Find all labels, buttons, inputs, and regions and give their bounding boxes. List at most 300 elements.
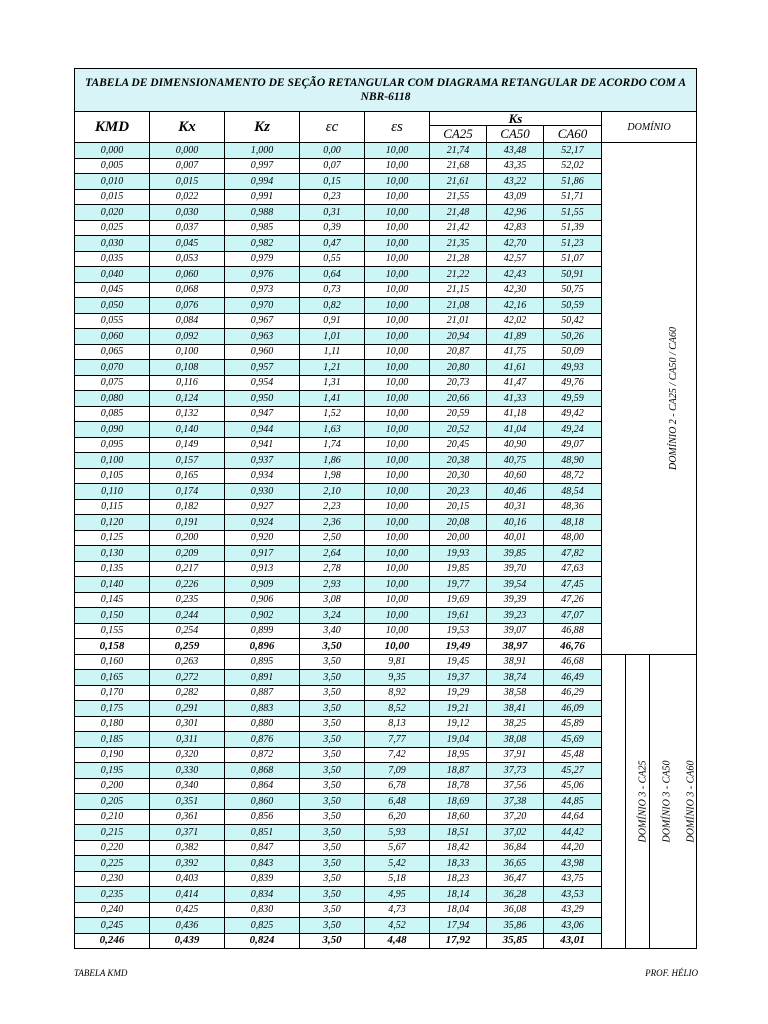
- cell-ca50: 38,58: [487, 685, 544, 701]
- cell-es: 10,00: [365, 143, 430, 159]
- cell-ec: 3,50: [300, 918, 365, 934]
- cell-es: 10,00: [365, 561, 430, 577]
- cell-kz: 0,985: [225, 220, 300, 236]
- cell-ec: 1,11: [300, 344, 365, 360]
- cell-ca60: 47,63: [544, 561, 602, 577]
- cell-ca60: 49,93: [544, 360, 602, 376]
- cell-kz: 0,976: [225, 267, 300, 283]
- cell-kx: 0,165: [150, 468, 225, 484]
- cell-kz: 0,960: [225, 344, 300, 360]
- cell-ca25: 19,45: [430, 654, 487, 670]
- cell-ec: 3,50: [300, 778, 365, 794]
- cell-ec: 0,00: [300, 143, 365, 159]
- cell-es: 10,00: [365, 499, 430, 515]
- cell-ec: 1,86: [300, 453, 365, 469]
- cell-kmd: 0,045: [75, 282, 150, 298]
- cell-kmd: 0,246: [75, 933, 150, 949]
- cell-ec: 0,55: [300, 251, 365, 267]
- cell-kz: 0,982: [225, 236, 300, 252]
- cell-ec: 1,98: [300, 468, 365, 484]
- cell-ca25: 21,22: [430, 267, 487, 283]
- cell-kz: 0,843: [225, 856, 300, 872]
- cell-kx: 0,182: [150, 499, 225, 515]
- cell-ca50: 37,73: [487, 763, 544, 779]
- cell-ca60: 43,01: [544, 933, 602, 949]
- cell-kmd: 0,180: [75, 716, 150, 732]
- cell-es: 7,09: [365, 763, 430, 779]
- cell-kx: 0,244: [150, 608, 225, 624]
- cell-kx: 0,209: [150, 546, 225, 562]
- cell-ca25: 20,00: [430, 530, 487, 546]
- cell-kz: 0,872: [225, 747, 300, 763]
- cell-ca25: 18,95: [430, 747, 487, 763]
- cell-ca60: 49,76: [544, 375, 602, 391]
- cell-ca25: 19,93: [430, 546, 487, 562]
- cell-kmd: 0,190: [75, 747, 150, 763]
- cell-es: 10,00: [365, 422, 430, 438]
- cell-ca50: 37,02: [487, 825, 544, 841]
- cell-ca50: 41,89: [487, 329, 544, 345]
- cell-kx: 0,000: [150, 143, 225, 159]
- cell-ca50: 36,84: [487, 840, 544, 856]
- cell-es: 4,52: [365, 918, 430, 934]
- cell-ca25: 20,59: [430, 406, 487, 422]
- cell-kz: 0,847: [225, 840, 300, 856]
- cell-es: 10,00: [365, 205, 430, 221]
- cell-ec: 2,23: [300, 499, 365, 515]
- cell-kmd: 0,080: [75, 391, 150, 407]
- cell-kx: 0,068: [150, 282, 225, 298]
- cell-ca60: 43,98: [544, 856, 602, 872]
- cell-ca50: 43,22: [487, 174, 544, 190]
- cell-es: 10,00: [365, 453, 430, 469]
- cell-ca25: 19,61: [430, 608, 487, 624]
- cell-kx: 0,060: [150, 267, 225, 283]
- cell-kmd: 0,030: [75, 236, 150, 252]
- cell-kz: 0,851: [225, 825, 300, 841]
- cell-ca50: 42,96: [487, 205, 544, 221]
- cell-kz: 0,954: [225, 375, 300, 391]
- cell-ca60: 46,09: [544, 701, 602, 717]
- cell-ca60: 43,06: [544, 918, 602, 934]
- cell-kx: 0,084: [150, 313, 225, 329]
- cell-kmd: 0,070: [75, 360, 150, 376]
- cell-es: 10,00: [365, 236, 430, 252]
- cell-ca50: 38,08: [487, 732, 544, 748]
- cell-kmd: 0,165: [75, 670, 150, 686]
- cell-ca25: 19,29: [430, 685, 487, 701]
- cell-kx: 0,392: [150, 856, 225, 872]
- cell-ca25: 19,04: [430, 732, 487, 748]
- cell-ec: 3,24: [300, 608, 365, 624]
- cell-kmd: 0,120: [75, 515, 150, 531]
- cell-kmd: 0,245: [75, 918, 150, 934]
- cell-kx: 0,291: [150, 701, 225, 717]
- cell-ca25: 20,87: [430, 344, 487, 360]
- cell-ca50: 41,33: [487, 391, 544, 407]
- header-ca60: CA60: [544, 126, 602, 143]
- cell-ca60: 50,91: [544, 267, 602, 283]
- cell-kmd: 0,100: [75, 453, 150, 469]
- cell-kmd: 0,000: [75, 143, 150, 159]
- cell-ca25: 19,37: [430, 670, 487, 686]
- cell-ca60: 48,36: [544, 499, 602, 515]
- cell-ca60: 47,45: [544, 577, 602, 593]
- cell-es: 4,73: [365, 902, 430, 918]
- cell-kx: 0,301: [150, 716, 225, 732]
- cell-ec: 3,50: [300, 747, 365, 763]
- cell-kx: 0,200: [150, 530, 225, 546]
- cell-ca50: 38,41: [487, 701, 544, 717]
- cell-ec: 3,50: [300, 871, 365, 887]
- cell-ca50: 43,35: [487, 158, 544, 174]
- cell-ca25: 18,14: [430, 887, 487, 903]
- cell-ca60: 45,69: [544, 732, 602, 748]
- cell-kx: 0,015: [150, 174, 225, 190]
- cell-es: 8,13: [365, 716, 430, 732]
- cell-es: 10,00: [365, 375, 430, 391]
- cell-es: 7,77: [365, 732, 430, 748]
- cell-kmd: 0,160: [75, 654, 150, 670]
- domain-2-label: [602, 143, 697, 655]
- cell-kmd: 0,170: [75, 685, 150, 701]
- cell-ec: 0,31: [300, 205, 365, 221]
- cell-kx: 0,436: [150, 918, 225, 934]
- cell-ca50: 40,90: [487, 437, 544, 453]
- cell-ec: 0,82: [300, 298, 365, 314]
- cell-ca60: 50,42: [544, 313, 602, 329]
- cell-ca50: 40,01: [487, 530, 544, 546]
- cell-kmd: 0,005: [75, 158, 150, 174]
- cell-es: 10,00: [365, 189, 430, 205]
- cell-ca50: 40,46: [487, 484, 544, 500]
- cell-kz: 0,860: [225, 794, 300, 810]
- cell-ec: 0,47: [300, 236, 365, 252]
- cell-es: 9,35: [365, 670, 430, 686]
- cell-ec: 3,50: [300, 933, 365, 949]
- cell-ca50: 42,02: [487, 313, 544, 329]
- cell-kx: 0,030: [150, 205, 225, 221]
- cell-ca25: 21,68: [430, 158, 487, 174]
- cell-ca25: 21,08: [430, 298, 487, 314]
- cell-es: 10,00: [365, 623, 430, 639]
- cell-ca25: 20,80: [430, 360, 487, 376]
- cell-ca50: 41,18: [487, 406, 544, 422]
- cell-kx: 0,045: [150, 236, 225, 252]
- cell-kmd: 0,085: [75, 406, 150, 422]
- cell-kz: 0,825: [225, 918, 300, 934]
- cell-kz: 0,950: [225, 391, 300, 407]
- cell-kz: 0,864: [225, 778, 300, 794]
- cell-kmd: 0,040: [75, 267, 150, 283]
- cell-es: 10,00: [365, 577, 430, 593]
- cell-kx: 0,022: [150, 189, 225, 205]
- cell-ca25: 20,73: [430, 375, 487, 391]
- cell-kx: 0,272: [150, 670, 225, 686]
- cell-es: 10,00: [365, 546, 430, 562]
- cell-ca60: 48,00: [544, 530, 602, 546]
- kmd-table: [74, 68, 697, 949]
- cell-ca60: 44,64: [544, 809, 602, 825]
- cell-kx: 0,351: [150, 794, 225, 810]
- cell-kz: 0,876: [225, 732, 300, 748]
- cell-kx: 0,132: [150, 406, 225, 422]
- cell-ec: 1,01: [300, 329, 365, 345]
- cell-kz: 0,997: [225, 158, 300, 174]
- cell-kz: 0,970: [225, 298, 300, 314]
- table-row: [75, 143, 697, 159]
- cell-es: 10,00: [365, 267, 430, 283]
- cell-ec: 3,50: [300, 685, 365, 701]
- cell-ca25: 20,30: [430, 468, 487, 484]
- cell-ec: 0,15: [300, 174, 365, 190]
- header-kmd: KMD: [75, 112, 150, 143]
- cell-kz: 0,834: [225, 887, 300, 903]
- cell-ca60: 51,07: [544, 251, 602, 267]
- cell-ca60: 46,76: [544, 639, 602, 655]
- domain-3-text: DOMÍNIO 3 - CA50: [661, 760, 673, 843]
- header-kz: Kz: [225, 112, 300, 143]
- cell-ca60: 51,71: [544, 189, 602, 205]
- cell-ca60: 48,90: [544, 453, 602, 469]
- cell-ca60: 44,20: [544, 840, 602, 856]
- cell-ec: 3,50: [300, 840, 365, 856]
- cell-ec: 3,50: [300, 825, 365, 841]
- cell-kmd: 0,025: [75, 220, 150, 236]
- cell-kz: 0,941: [225, 437, 300, 453]
- cell-kz: 0,909: [225, 577, 300, 593]
- cell-ca25: 20,45: [430, 437, 487, 453]
- cell-ca50: 38,25: [487, 716, 544, 732]
- cell-kx: 0,340: [150, 778, 225, 794]
- cell-ec: 1,63: [300, 422, 365, 438]
- cell-kx: 0,403: [150, 871, 225, 887]
- cell-kmd: 0,210: [75, 809, 150, 825]
- cell-kx: 0,361: [150, 809, 225, 825]
- cell-ca50: 38,91: [487, 654, 544, 670]
- cell-ca60: 49,07: [544, 437, 602, 453]
- cell-ca25: 19,49: [430, 639, 487, 655]
- cell-ca50: 42,70: [487, 236, 544, 252]
- cell-es: 5,67: [365, 840, 430, 856]
- cell-kz: 1,000: [225, 143, 300, 159]
- cell-ec: 2,64: [300, 546, 365, 562]
- cell-kmd: 0,230: [75, 871, 150, 887]
- cell-ca50: 41,61: [487, 360, 544, 376]
- cell-ca60: 45,27: [544, 763, 602, 779]
- cell-es: 10,00: [365, 391, 430, 407]
- cell-kmd: 0,075: [75, 375, 150, 391]
- cell-kx: 0,007: [150, 158, 225, 174]
- cell-kmd: 0,125: [75, 530, 150, 546]
- cell-ca25: 19,53: [430, 623, 487, 639]
- cell-kz: 0,883: [225, 701, 300, 717]
- cell-ca50: 37,20: [487, 809, 544, 825]
- cell-ca25: 20,52: [430, 422, 487, 438]
- cell-ca60: 46,49: [544, 670, 602, 686]
- cell-kx: 0,425: [150, 902, 225, 918]
- cell-ca25: 17,94: [430, 918, 487, 934]
- cell-es: 5,93: [365, 825, 430, 841]
- cell-ca60: 47,82: [544, 546, 602, 562]
- cell-ec: 3,50: [300, 670, 365, 686]
- table-body: [75, 143, 697, 949]
- cell-ec: 0,39: [300, 220, 365, 236]
- cell-kx: 0,174: [150, 484, 225, 500]
- cell-es: 10,00: [365, 406, 430, 422]
- cell-kz: 0,896: [225, 639, 300, 655]
- cell-ca50: 42,16: [487, 298, 544, 314]
- cell-es: 10,00: [365, 313, 430, 329]
- cell-ca25: 21,28: [430, 251, 487, 267]
- cell-ca25: 21,55: [430, 189, 487, 205]
- cell-ca60: 49,42: [544, 406, 602, 422]
- cell-kz: 0,913: [225, 561, 300, 577]
- cell-ca60: 47,07: [544, 608, 602, 624]
- cell-ec: 3,50: [300, 732, 365, 748]
- cell-ec: 3,50: [300, 716, 365, 732]
- cell-ec: 1,21: [300, 360, 365, 376]
- cell-kmd: 0,150: [75, 608, 150, 624]
- cell-ec: 2,36: [300, 515, 365, 531]
- cell-ca60: 49,24: [544, 422, 602, 438]
- cell-ca50: 36,08: [487, 902, 544, 918]
- cell-kmd: 0,020: [75, 205, 150, 221]
- cell-kz: 0,994: [225, 174, 300, 190]
- cell-ec: 1,41: [300, 391, 365, 407]
- cell-kmd: 0,065: [75, 344, 150, 360]
- cell-kmd: 0,115: [75, 499, 150, 515]
- table-title: TABELA DE DIMENSIONAMENTO DE SEÇÃO RETANGULAR COM DIAGRAMA RETANGULAR DE ACORDO COM A NBR-6118: [75, 69, 697, 112]
- cell-es: 10,00: [365, 360, 430, 376]
- cell-kx: 0,076: [150, 298, 225, 314]
- cell-ca60: 50,75: [544, 282, 602, 298]
- cell-ca60: 46,29: [544, 685, 602, 701]
- cell-ec: 2,10: [300, 484, 365, 500]
- cell-ca25: 20,15: [430, 499, 487, 515]
- domain-3-text: DOMÍNIO 3 - CA25: [637, 760, 649, 843]
- cell-ec: 3,50: [300, 887, 365, 903]
- cell-ca50: 37,56: [487, 778, 544, 794]
- cell-ca25: 18,60: [430, 809, 487, 825]
- cell-ca50: 35,85: [487, 933, 544, 949]
- cell-kx: 0,311: [150, 732, 225, 748]
- cell-kx: 0,330: [150, 763, 225, 779]
- cell-es: 6,20: [365, 809, 430, 825]
- cell-ca50: 40,16: [487, 515, 544, 531]
- footer-left: TABELA KMD: [74, 968, 128, 978]
- cell-ca25: 18,04: [430, 902, 487, 918]
- cell-ec: 2,93: [300, 577, 365, 593]
- cell-es: 10,00: [365, 344, 430, 360]
- cell-ec: 1,74: [300, 437, 365, 453]
- cell-kz: 0,880: [225, 716, 300, 732]
- cell-ca50: 38,97: [487, 639, 544, 655]
- cell-ca25: 21,15: [430, 282, 487, 298]
- cell-kx: 0,157: [150, 453, 225, 469]
- cell-ec: 3,50: [300, 701, 365, 717]
- cell-ca50: 42,83: [487, 220, 544, 236]
- cell-ca25: 18,33: [430, 856, 487, 872]
- cell-ca50: 36,28: [487, 887, 544, 903]
- cell-kz: 0,937: [225, 453, 300, 469]
- cell-kz: 0,856: [225, 809, 300, 825]
- cell-es: 10,00: [365, 298, 430, 314]
- cell-es: 10,00: [365, 174, 430, 190]
- cell-ca50: 39,39: [487, 592, 544, 608]
- cell-es: 7,42: [365, 747, 430, 763]
- cell-ca50: 38,74: [487, 670, 544, 686]
- cell-kx: 0,254: [150, 623, 225, 639]
- cell-kz: 0,927: [225, 499, 300, 515]
- cell-es: 10,00: [365, 639, 430, 655]
- cell-kmd: 0,090: [75, 422, 150, 438]
- cell-kx: 0,439: [150, 933, 225, 949]
- cell-ca60: 50,09: [544, 344, 602, 360]
- cell-ca60: 44,42: [544, 825, 602, 841]
- domain-2-text: DOMÍNIO 2 - CA25 / CA50 / CA60: [668, 326, 680, 470]
- cell-kx: 0,053: [150, 251, 225, 267]
- footer-right: PROF. HÉLIO: [645, 968, 698, 978]
- cell-ca60: 51,86: [544, 174, 602, 190]
- cell-ca25: 18,87: [430, 763, 487, 779]
- cell-kz: 0,902: [225, 608, 300, 624]
- cell-kz: 0,899: [225, 623, 300, 639]
- cell-ca25: 20,08: [430, 515, 487, 531]
- cell-kmd: 0,200: [75, 778, 150, 794]
- cell-kx: 0,149: [150, 437, 225, 453]
- cell-kmd: 0,060: [75, 329, 150, 345]
- cell-ca25: 20,23: [430, 484, 487, 500]
- cell-kx: 0,100: [150, 344, 225, 360]
- cell-kz: 0,824: [225, 933, 300, 949]
- cell-kmd: 0,130: [75, 546, 150, 562]
- cell-es: 10,00: [365, 530, 430, 546]
- cell-kz: 0,967: [225, 313, 300, 329]
- cell-ca50: 39,85: [487, 546, 544, 562]
- header-ca50: CA50: [487, 126, 544, 143]
- cell-ec: 1,52: [300, 406, 365, 422]
- cell-kmd: 0,205: [75, 794, 150, 810]
- cell-ca25: 19,21: [430, 701, 487, 717]
- cell-kx: 0,191: [150, 515, 225, 531]
- cell-ca50: 40,60: [487, 468, 544, 484]
- cell-ca60: 46,88: [544, 623, 602, 639]
- cell-kz: 0,963: [225, 329, 300, 345]
- cell-kz: 0,920: [225, 530, 300, 546]
- cell-ec: 2,78: [300, 561, 365, 577]
- cell-ca60: 43,75: [544, 871, 602, 887]
- cell-ec: 1,31: [300, 375, 365, 391]
- cell-es: 6,78: [365, 778, 430, 794]
- cell-ca60: 52,17: [544, 143, 602, 159]
- cell-kmd: 0,015: [75, 189, 150, 205]
- cell-ec: 0,64: [300, 267, 365, 283]
- cell-es: 10,00: [365, 329, 430, 345]
- cell-kz: 0,917: [225, 546, 300, 562]
- cell-ca25: 19,69: [430, 592, 487, 608]
- cell-es: 10,00: [365, 468, 430, 484]
- cell-ca25: 20,66: [430, 391, 487, 407]
- cell-ca60: 45,06: [544, 778, 602, 794]
- cell-kmd: 0,155: [75, 623, 150, 639]
- cell-kmd: 0,195: [75, 763, 150, 779]
- cell-ca60: 46,68: [544, 654, 602, 670]
- cell-kmd: 0,240: [75, 902, 150, 918]
- cell-ca50: 35,86: [487, 918, 544, 934]
- cell-kmd: 0,050: [75, 298, 150, 314]
- cell-ca50: 36,47: [487, 871, 544, 887]
